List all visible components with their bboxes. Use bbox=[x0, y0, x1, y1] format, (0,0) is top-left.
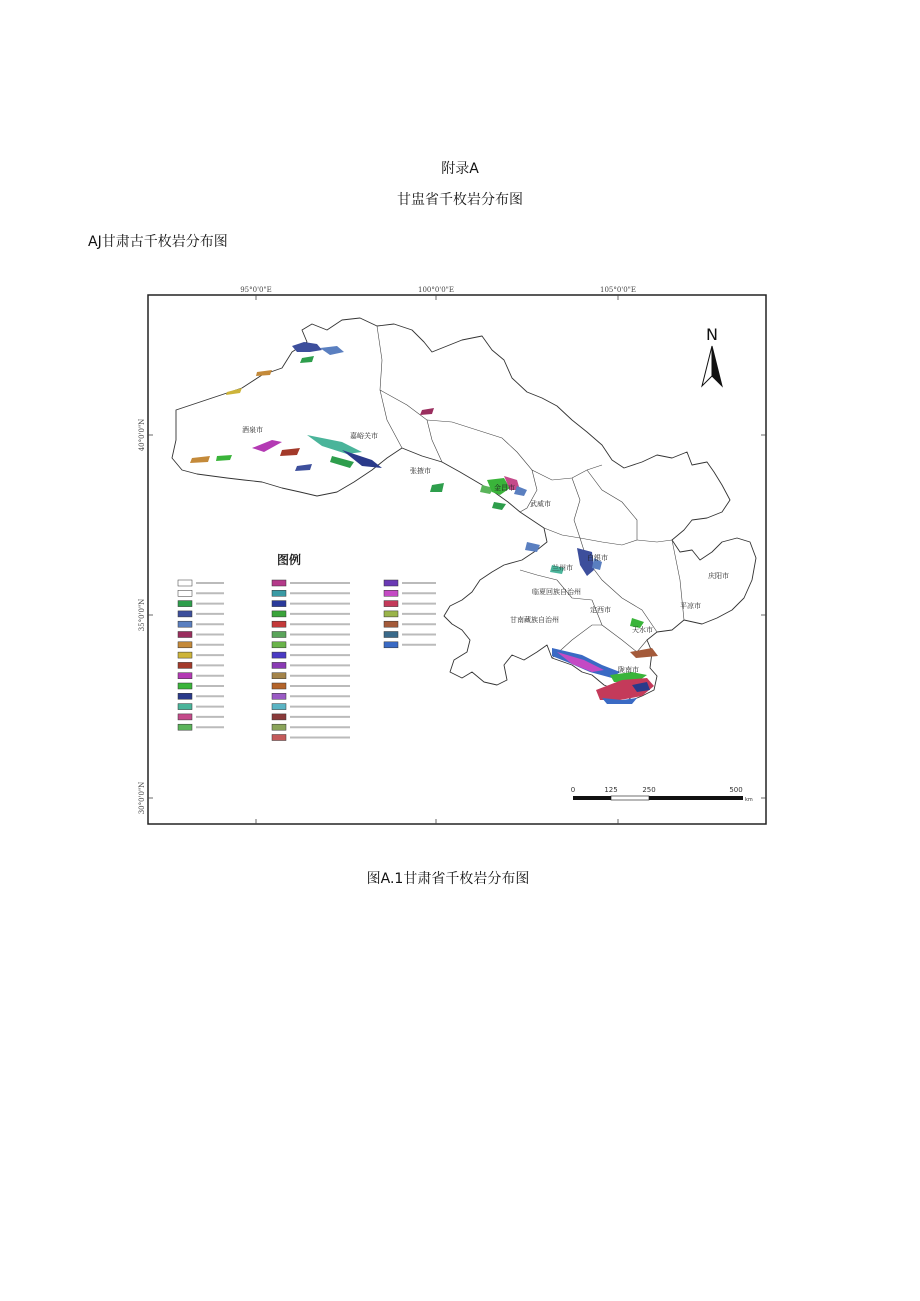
legend-swatch bbox=[178, 580, 192, 586]
legend-swatch bbox=[178, 724, 192, 730]
legend-swatch bbox=[272, 621, 286, 627]
scale-segment bbox=[611, 796, 649, 800]
legend-swatch bbox=[178, 673, 192, 679]
lat-tick-label: 40°0'0"N bbox=[138, 418, 146, 452]
north-label: N bbox=[706, 325, 718, 344]
figure-caption: 图A.1甘肃省千枚岩分布图 bbox=[366, 871, 530, 887]
city-label-longnan: 陇南市 bbox=[618, 666, 639, 674]
legend-swatch bbox=[384, 632, 398, 638]
legend-swatch bbox=[178, 662, 192, 668]
scale-label: 500 bbox=[729, 786, 743, 794]
legend-swatch bbox=[272, 652, 286, 658]
legend-swatch bbox=[178, 714, 192, 720]
city-label-gannan: 甘南藏族自治州 bbox=[510, 616, 559, 624]
legend-swatch bbox=[272, 714, 286, 720]
legend-swatch bbox=[272, 704, 286, 710]
lon-tick-label: 105°0'0"E bbox=[599, 286, 637, 294]
city-label-jiuquan: 酒泉市 bbox=[242, 426, 263, 434]
legend-swatch bbox=[384, 580, 398, 586]
legend-swatch bbox=[272, 724, 286, 730]
legend-swatch bbox=[272, 590, 286, 596]
legend-swatch bbox=[178, 621, 192, 627]
legend-swatch bbox=[178, 652, 192, 658]
legend-swatch bbox=[384, 590, 398, 596]
legend-swatch bbox=[384, 601, 398, 607]
legend-swatch bbox=[384, 642, 398, 648]
scale-unit: km bbox=[745, 797, 753, 803]
lat-tick-label: 35°0'0"N bbox=[138, 598, 146, 632]
city-label-jinchang: 金昌市 bbox=[494, 484, 515, 492]
legend-swatch bbox=[272, 735, 286, 741]
legend-title: 图例 bbox=[277, 553, 302, 567]
scale-label: 125 bbox=[604, 786, 618, 794]
appendix-label: 附录A bbox=[441, 161, 479, 177]
legend-swatch bbox=[178, 704, 192, 710]
legend-swatch bbox=[272, 662, 286, 668]
gansu-phyllite-map bbox=[132, 280, 772, 830]
city-label-qingyang: 庆阳市 bbox=[708, 572, 729, 580]
city-label-zhangye: 张掖市 bbox=[410, 467, 431, 475]
legend-swatch bbox=[272, 673, 286, 679]
legend-swatch bbox=[272, 632, 286, 638]
legend-swatch bbox=[272, 601, 286, 607]
city-label-dingxi: 定西市 bbox=[590, 606, 611, 614]
legend-swatch bbox=[178, 642, 192, 648]
city-label-baiyin: 白银市 bbox=[587, 554, 608, 562]
lat-tick-label: 30°0'0"N bbox=[138, 781, 146, 815]
city-label-pingliang: 平凉市 bbox=[680, 602, 701, 610]
legend-swatch bbox=[178, 611, 192, 617]
city-label-wuwei: 武威市 bbox=[530, 500, 551, 508]
section-heading: AJ甘肃古千枚岩分布图 bbox=[88, 234, 228, 250]
legend-swatch bbox=[272, 580, 286, 586]
legend-swatch bbox=[272, 611, 286, 617]
legend-swatch bbox=[178, 632, 192, 638]
legend-swatch bbox=[384, 611, 398, 617]
legend-swatch bbox=[384, 621, 398, 627]
legend-swatch bbox=[272, 683, 286, 689]
city-label-linxia: 临夏回族自治州 bbox=[532, 588, 581, 596]
lon-tick-label: 100°0'0"E bbox=[417, 286, 455, 294]
legend-swatch bbox=[178, 693, 192, 699]
legend-swatch bbox=[178, 601, 192, 607]
page-title: 甘盅省千枚岩分布图 bbox=[397, 192, 523, 208]
scale-segment bbox=[649, 796, 743, 800]
scale-segment bbox=[573, 796, 611, 800]
scale-label: 250 bbox=[642, 786, 656, 794]
legend-swatch bbox=[178, 683, 192, 689]
legend-swatch bbox=[178, 590, 192, 596]
city-label-lanzhou: 兰州市 bbox=[552, 564, 573, 572]
city-label-jiayuguan: 嘉峪关市 bbox=[350, 432, 378, 440]
lon-tick-label: 95°0'0"E bbox=[240, 286, 272, 294]
legend-swatch bbox=[272, 642, 286, 648]
city-label-tianshui: 天水市 bbox=[632, 626, 653, 634]
legend-swatch bbox=[272, 693, 286, 699]
scale-label: 0 bbox=[570, 786, 576, 794]
